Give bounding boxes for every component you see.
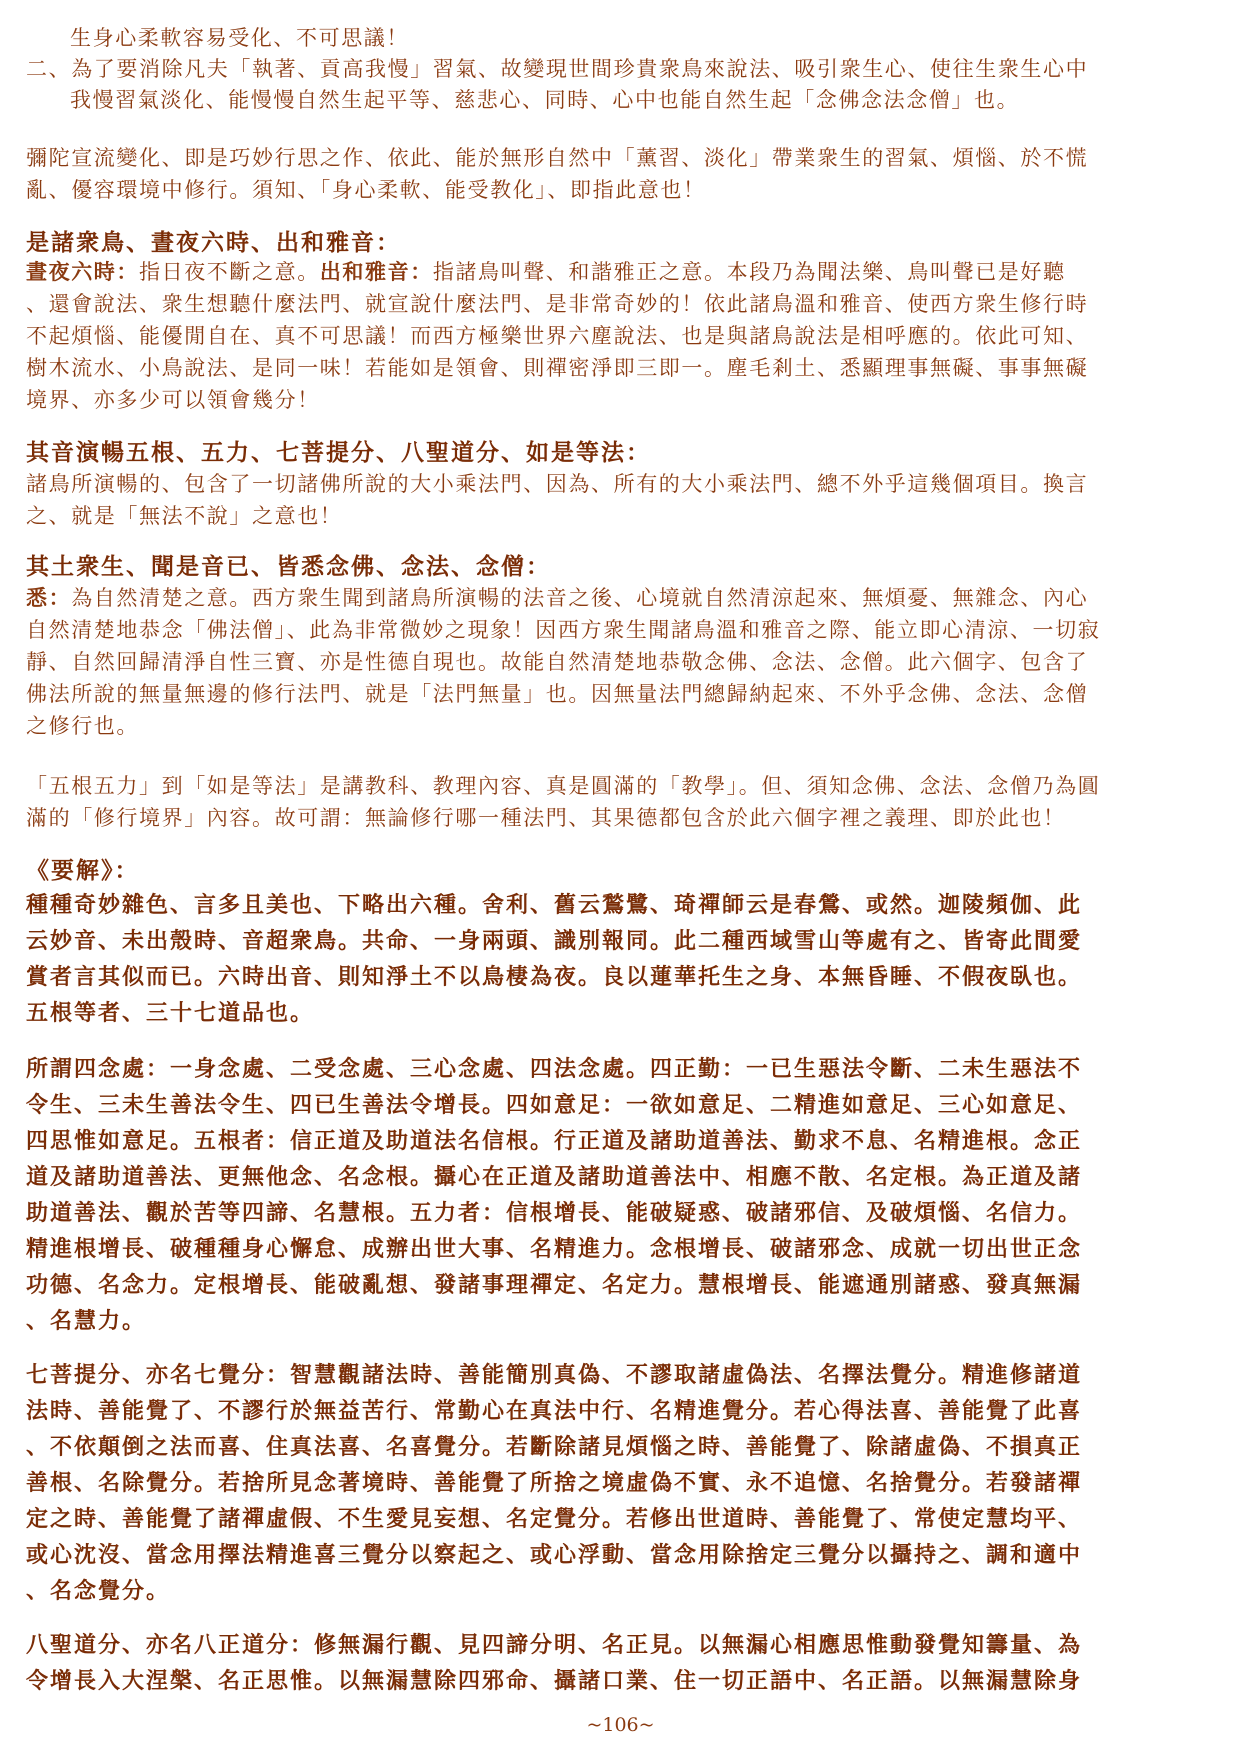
commentary-line: 七菩提分、亦名七覺分：智慧觀諸法時、善能簡別真偽、不謬取諸虛偽法、名擇法覺分。精進修諸道 — [26, 1362, 1083, 1388]
term-definition: 為自然清楚之意。西方衆生聞到諸鳥所演暢的法音之後、心境就自然清涼起來、無煩憂、無雜念、內心 — [71, 586, 1089, 610]
text-line: 不起煩惱、能優閒自在、真不可思議！而西方極樂世界六塵說法、也是與諸鳥說法是相呼應的。依此可知、 — [26, 324, 1089, 348]
text-line: 亂、優容環境中修行。須知、「身心柔軟、能受教化」、即指此意也！ — [26, 178, 706, 202]
commentary-line: 八聖道分、亦名八正道分：修無漏行觀、見四諦分明、名正見。以無漏心相應思惟動發覺知籌量、為 — [26, 1632, 1083, 1658]
text-line: 諸鳥所演暢的、包含了一切諸佛所說的大小乘法門、因為、所有的大小乘法門、總不外乎這幾個項目。換言 — [26, 472, 1089, 496]
commentary-line: 助道善法、觀於苦等四諦、名慧根。五力者：信根增長、能破疑惑、破諸邪信、及破煩惱、名信力。 — [26, 1200, 1083, 1226]
text-line: 「五根五力」到「如是等法」是講教科、教理內容、真是圓滿的「教學」。但、須知念佛、念法、念僧乃為圓 — [26, 774, 1101, 798]
text-line: 自然清楚地恭念「佛法僧」、此為非常微妙之現象！因西方衆生聞諸鳥溫和雅音之際、能立即心清涼、一切寂 — [26, 618, 1101, 642]
term-definition: 指諸鳥叫聲、和諧雅正之意。本段乃為聞法樂、鳥叫聲已是好聽 — [432, 260, 1066, 284]
text-line: 佛法所說的無量無邊的修行法門、就是「法門無量」也。因無量法門總歸納起來、不外乎念佛、念法、念僧 — [26, 682, 1089, 706]
commentary-line: 、名念覺分。 — [26, 1578, 171, 1604]
section-heading: 其音演暢五根、五力、七菩提分、八聖道分、如是等法： — [26, 439, 651, 466]
section-heading: 《要解》： — [26, 857, 140, 884]
text-line: 之修行也。 — [26, 714, 139, 738]
commentary-line: 法時、善能覺了、不謬行於無益苦行、常勤心在真法中行、名精進覺分。若心得法喜、善能覺了此喜 — [26, 1398, 1083, 1424]
commentary-line: 四思惟如意足。五根者：信正道及助道法名信根。行正道及諸助道善法、勤求不息、名精進根。念正 — [26, 1128, 1083, 1154]
commentary-line: 令增長入大涅槃、名正思惟。以無漏慧除四邪命、攝諸口業、住一切正語中、名正語。以無漏慧除身 — [26, 1668, 1083, 1694]
text-line: 生身心柔軟容易受化、不可思議！ — [70, 26, 409, 50]
text-line: 樹木流水、小鳥說法、是同一味！若能如是領會、則禪密淨即三即一。塵毛剎土、悉顯理事無礙、事事無礙 — [26, 356, 1089, 380]
commentary-line: 五根等者、三十七道品也。 — [26, 1000, 315, 1026]
page-number: ~106~ — [586, 1714, 655, 1736]
text-line: 之、就是「無法不說」之意也！ — [26, 504, 343, 528]
term-label: 出和雅音： — [319, 259, 433, 284]
text-line — [26, 256, 1066, 286]
text-line: 二、為了要消除凡夫「執著、貢高我慢」習氣、故變現世間珍貴衆鳥來說法、吸引衆生心、使往生衆生心中 — [26, 57, 1089, 81]
commentary-line: 、不依顛倒之法而喜、住真法喜、名喜覺分。若斷除諸見煩惱之時、善能覺了、除諸虛偽、不損真正 — [26, 1434, 1083, 1460]
term-definition: 指日夜不斷之意。 — [139, 260, 320, 284]
commentary-line: 云妙音、未出殼時、音超衆鳥。共命、一身兩頭、識別報同。此二種西域雪山等處有之、皆寄此間愛 — [26, 928, 1083, 954]
commentary-line: 善根、名除覺分。若捨所見念著境時、善能覺了所捨之境虛偽不實、永不追憶、名捨覺分。若發諸禪 — [26, 1470, 1083, 1496]
section-heading: 是諸衆鳥、晝夜六時、出和雅音： — [26, 229, 401, 256]
commentary-line: 或心沈沒、當念用擇法精進喜三覺分以察起之、或心浮動、當念用除捨定三覺分以攝持之、調和適中 — [26, 1542, 1083, 1568]
commentary-line: 令生、三未生善法令生、四已生善法令增長。四如意足：一欲如意足、二精進如意足、三心如意足、 — [26, 1092, 1083, 1118]
commentary-line: 、名慧力。 — [26, 1308, 147, 1334]
commentary-line: 精進根增長、破種種身心懈怠、成辦出世大事、名精進力。念根增長、破諸邪念、成就一切出世正念 — [26, 1236, 1083, 1262]
commentary-line: 道及諸助道善法、更無他念、名念根。攝心在正道及諸助道善法中、相應不散、名定根。為正道及諸 — [26, 1164, 1083, 1190]
text-line — [26, 582, 1088, 612]
text-line: 境界、亦多少可以領會幾分！ — [26, 388, 320, 412]
text-line: 靜、自然回歸清淨自性三寶、亦是性德自現也。故能自然清楚地恭敬念佛、念法、念僧。此六個字、包含了 — [26, 650, 1089, 674]
commentary-line: 種種奇妙雜色、言多且美也、下略出六種。舍利、舊云鶖鷺、琦禪師云是春鶯、或然。迦陵頻伽、此 — [26, 892, 1083, 918]
text-line: 彌陀宣流變化、即是巧妙行思之作、依此、能於無形自然中「薰習、淡化」帶業衆生的習氣、煩惱、於不慌 — [26, 146, 1089, 170]
section-heading: 其土衆生、聞是音已、皆悉念佛、念法、念僧： — [26, 553, 551, 580]
term-label: 晝夜六時： — [26, 259, 139, 284]
text-line: 、還會說法、衆生想聽什麼法門、就宣說什麼法門、是非常奇妙的！依此諸鳥溫和雅音、使西方衆生修行時 — [26, 292, 1089, 316]
text-line: 滿的「修行境界」內容。故可謂：無論修行哪一種法門、其果德都包含於此六個字裡之義理、即於此也！ — [26, 806, 1066, 830]
commentary-line: 定之時、善能覺了諸禪虛假、不生愛見妄想、名定覺分。若修出世道時、善能覺了、常使定慧均平、 — [26, 1506, 1083, 1532]
commentary-line: 所謂四念處：一身念處、二受念處、三心念處、四法念處。四正勤：一已生惡法令斷、二未生惡法不 — [26, 1056, 1083, 1082]
commentary-line: 賞者言其似而已。六時出音、則知淨土不以鳥棲為夜。良以蓮華托生之身、本無昏睡、不假夜臥也。 — [26, 964, 1083, 990]
text-line: 我慢習氣淡化、能慢慢自然生起平等、慈悲心、同時、心中也能自然生起「念佛念法念僧」也。 — [70, 88, 1020, 112]
commentary-line: 功德、名念力。定根增長、能破亂想、發諸事理禪定、名定力。慧根增長、能遮通別諸惑、發真無漏 — [26, 1272, 1083, 1298]
term-label: 悉： — [26, 585, 72, 610]
